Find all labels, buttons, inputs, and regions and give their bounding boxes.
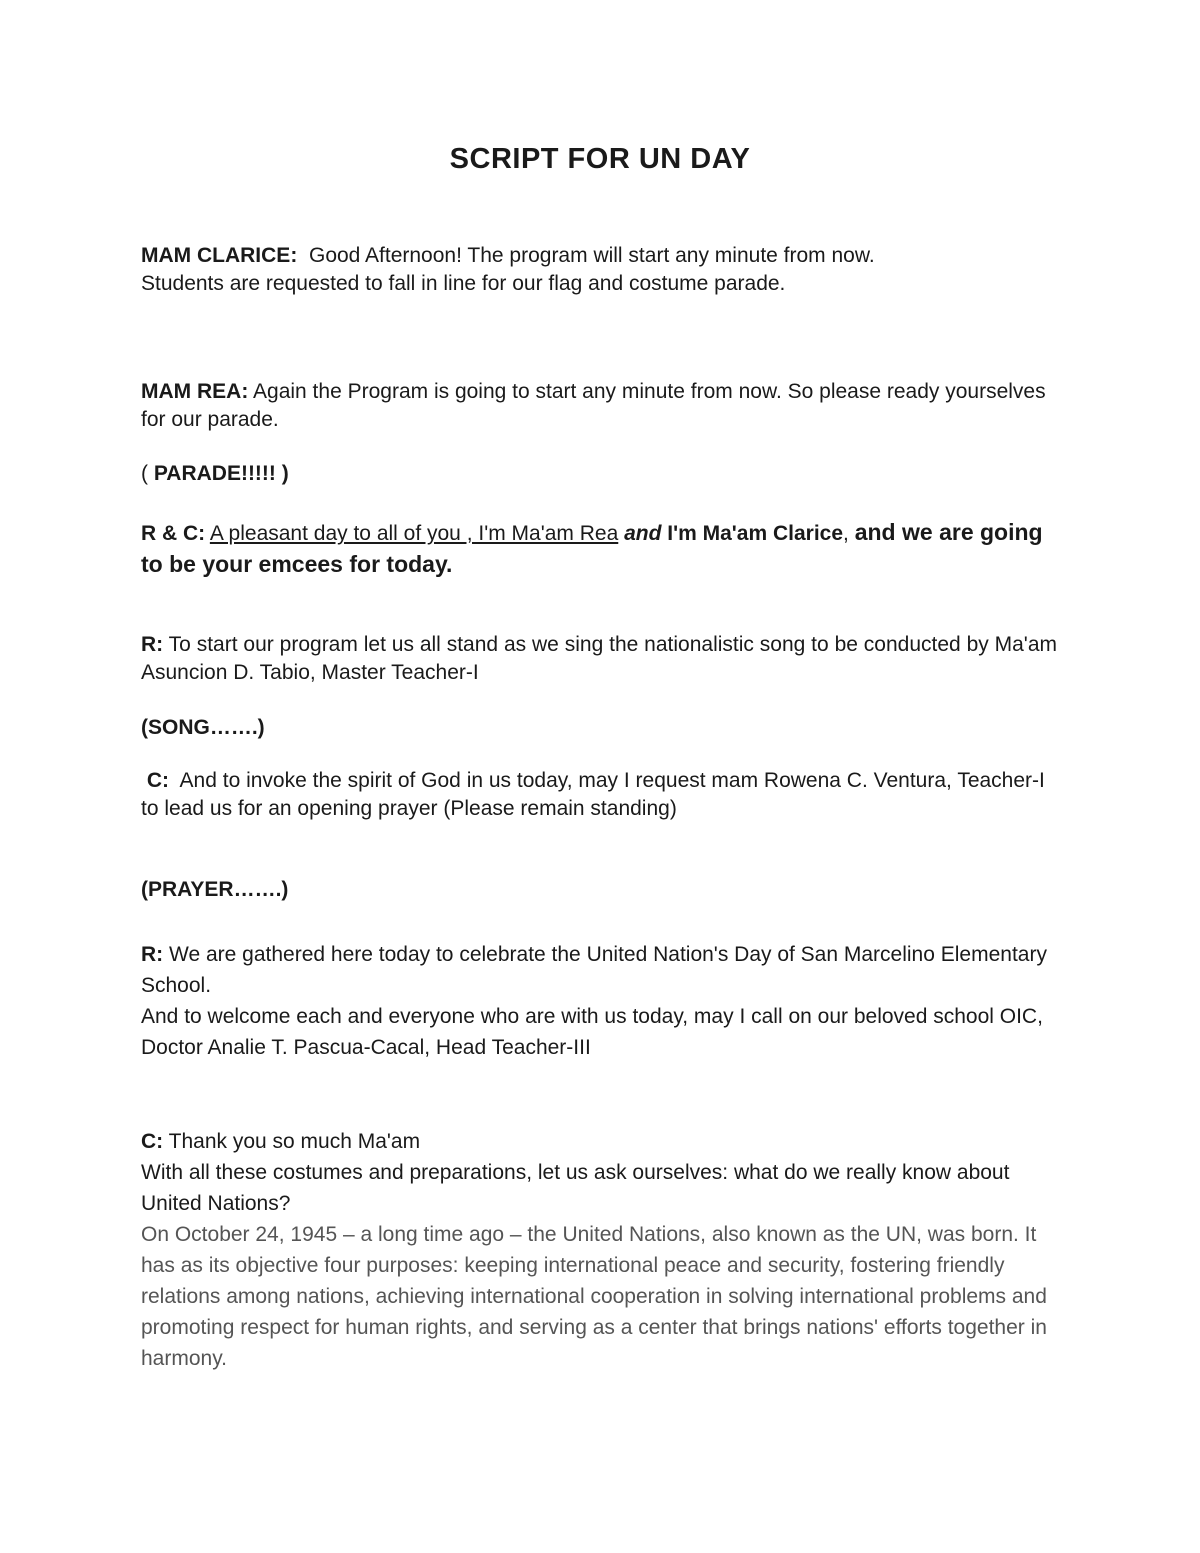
cue-label: PARADE!!!!! ): [153, 462, 289, 485]
paragraph-text: We are gathered here today to celebrate the United Nation's Day of San Marcelino Elementary School.: [141, 943, 1047, 997]
paragraph-text: Students are requested to fall in line for our flag and costume parade.: [141, 272, 786, 295]
speaker-label: MAM CLARICE:: [141, 244, 298, 267]
speaker-label: MAM REA:: [141, 380, 249, 403]
paragraph-text: Again the Program is going to start any minute from now. So please ready yourselves for our parade.: [141, 380, 1046, 431]
comma: ,: [843, 522, 849, 545]
paragraph-text: To start our program let us all stand as we sing the nationalistic song to be conducted by Ma'am Asuncion D. Tabio, Master Teacher-I: [141, 633, 1057, 684]
paragraph-mam-rea: [141, 378, 1057, 434]
paragraph-r-and-c: [141, 517, 1057, 581]
paragraph-text: Good Afternoon! The program will start any minute from now.: [308, 244, 875, 267]
paragraph-text: And to welcome each and everyone who are with us today, may I call on our beloved school OIC, Doctor Analie T. Pascua-Cacal, Head Teacher-III: [141, 1005, 1043, 1059]
and-word: and: [624, 522, 662, 545]
emcees-text: and we are going to be your emcees for today.: [141, 519, 1043, 577]
paragraph-text: With all these costumes and preparations, let us ask ourselves: what do we really know about United Nations?: [141, 1161, 1010, 1215]
parade-cue: [141, 460, 1057, 488]
cue-open: (: [141, 462, 154, 485]
paragraph-mam-clarice: [141, 242, 1057, 298]
speaker-label: R & C:: [141, 522, 206, 545]
speaker-label: C:: [146, 769, 170, 792]
document-title: SCRIPT FOR UN DAY: [449, 143, 751, 175]
speaker-label: R:: [141, 943, 164, 966]
un-history-text: On October 24, 1945 – a long time ago – the United Nations, also known as the UN, was born. It has as its objective four purposes: keeping international peace and security, fostering friendly relations among nations, achieving international cooperation in solving international problems and promoting respect for human rights, and serving as a center that brings nations' efforts together in harmony.: [141, 1223, 1047, 1370]
paragraph-r-song: [141, 631, 1057, 687]
underlined-greeting: A pleasant day to all of you , I'm Ma'am Rea: [209, 522, 619, 545]
paragraph-text: Thank you so much Ma'am: [168, 1130, 421, 1153]
clarice-intro: I'm Ma'am Clarice: [667, 522, 844, 545]
paragraph-r-welcome: [141, 939, 1057, 1063]
paragraph-c-un-history: [141, 1126, 1057, 1374]
speaker-label: C:: [141, 1130, 164, 1153]
cue-label: (SONG…….): [141, 716, 265, 739]
song-cue: [141, 714, 1057, 742]
speaker-label: R:: [141, 633, 164, 656]
paragraph-text: And to invoke the spirit of God in us today, may I request mam Rowena C. Ventura, Teacher-I to lead us for an opening prayer (Please remain standing): [141, 769, 1045, 820]
prayer-cue: [141, 876, 1057, 904]
cue-label: (PRAYER…….): [141, 878, 289, 901]
paragraph-c-prayer: [141, 767, 1057, 823]
